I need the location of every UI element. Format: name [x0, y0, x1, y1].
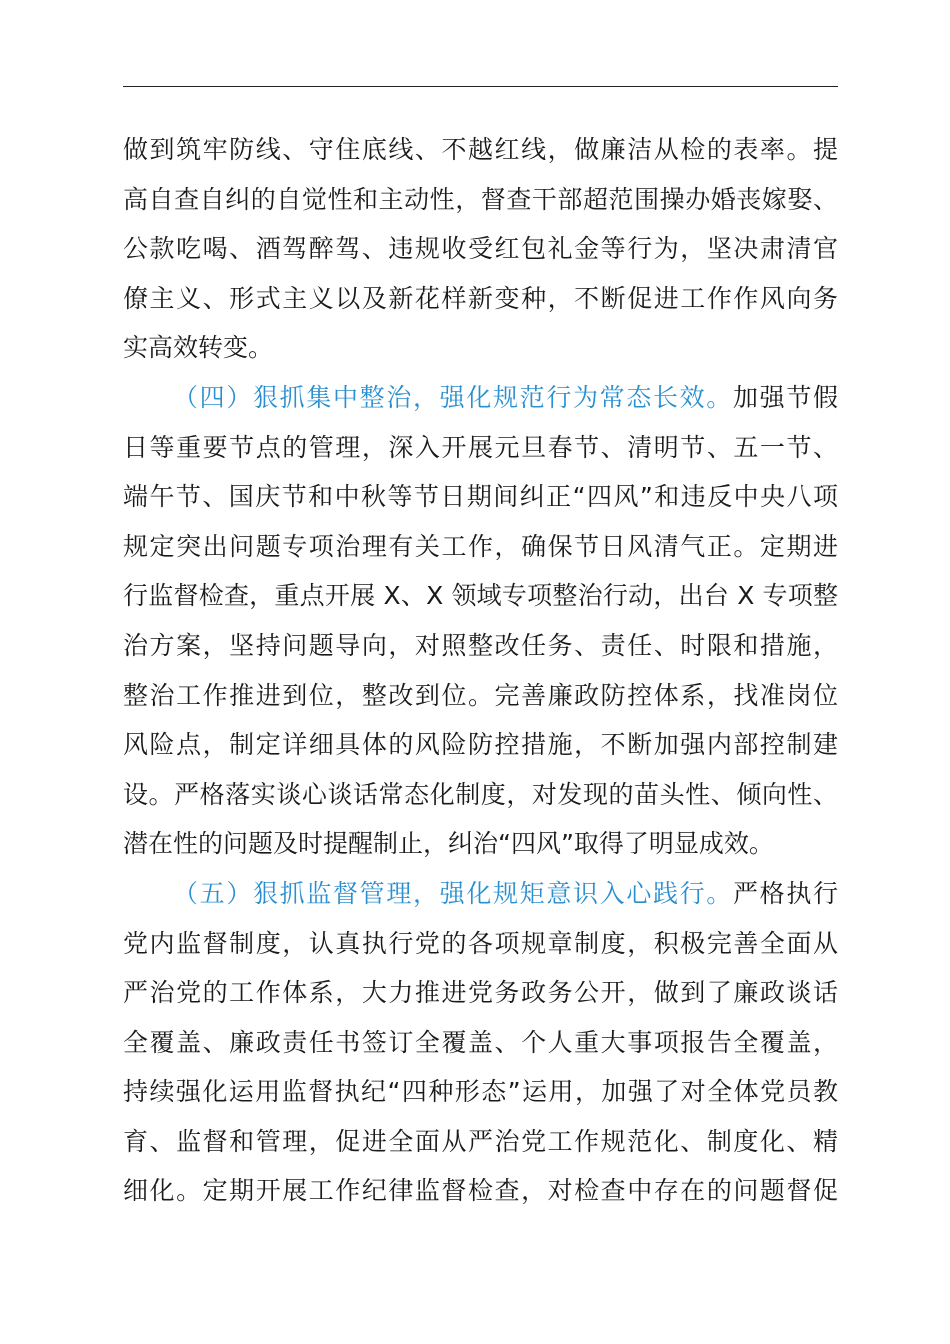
text-line: 端午节、国庆节和中秋等节日期间纠正“四风”和违反中央八项 [123, 482, 838, 512]
text-line: 规定突出问题专项治理有关工作，确保节日风清气正。定期进 [123, 531, 838, 561]
text-run: 严格执行 [732, 878, 838, 908]
text-line: 细化。定期开展工作纪律监督检查，对检查中存在的问题督促 [123, 1176, 838, 1206]
text-line: 行监督检查，重点开展 X、X 领域专项整治行动，出台 X 专项整 [123, 581, 838, 611]
section-first-line [123, 869, 838, 919]
text-line: 实高效转变。 [123, 333, 274, 363]
text-line: 僚主义、形式主义以及新花样新变种，不断促进工作作风向务 [123, 283, 838, 313]
text-line: 持续强化运用监督执纪“四种形态”运用，加强了对全体党员教 [123, 1077, 838, 1107]
paragraph-section-5 [123, 869, 838, 1216]
text-line: 整治工作推进到位，整改到位。完善廉政防控体系，找准岗位 [123, 680, 838, 710]
text-line: 严治党的工作体系，大力推进党务政务公开，做到了廉政谈话 [123, 978, 838, 1008]
section-heading-4: （四）狠抓集中整治，强化规范行为常态长效。 [173, 382, 733, 412]
text-line: 风险点，制定详细具体的风险防控措施，不断加强内部控制建 [123, 730, 838, 760]
text-line: 设。严格落实谈心谈话常态化制度，对发现的苗头性、倾向性、 [123, 779, 838, 809]
text-line: 日等重要节点的管理，深入开展元旦春节、清明节、五一节、 [123, 432, 838, 462]
text-line: 潜在性的问题及时提醒制止，纠治“四风”取得了明显成效。 [123, 829, 774, 859]
text-line: 育、监督和管理，促进全面从严治党工作规范化、制度化、精 [123, 1126, 838, 1156]
text-run: 加强节假 [732, 382, 838, 412]
document-body [123, 125, 838, 1216]
text-line: 治方案，坚持问题导向，对照整改任务、责任、时限和措施， [123, 630, 838, 660]
text-line: 党内监督制度，认真执行党的各项规章制度，积极完善全面从 [123, 928, 838, 958]
section-first-line [123, 373, 838, 423]
paragraph-continuation [123, 125, 838, 373]
text-line: 全覆盖、廉政责任书签订全覆盖、个人重大事项报告全覆盖， [123, 1027, 838, 1057]
section-heading-5: （五）狠抓监督管理，强化规矩意识入心践行。 [173, 878, 733, 908]
text-line: 高自查自纠的自觉性和主动性，督查干部超范围操办婚丧嫁娶、 [123, 184, 838, 214]
text-line: 做到筑牢防线、守住底线、不越红线，做廉洁从检的表率。提 [123, 135, 838, 164]
text-line: 公款吃喝、酒驾醉驾、违规收受红包礼金等行为，坚决肃清官 [123, 234, 838, 264]
paragraph-section-4 [123, 373, 838, 869]
header-rule [123, 86, 838, 87]
